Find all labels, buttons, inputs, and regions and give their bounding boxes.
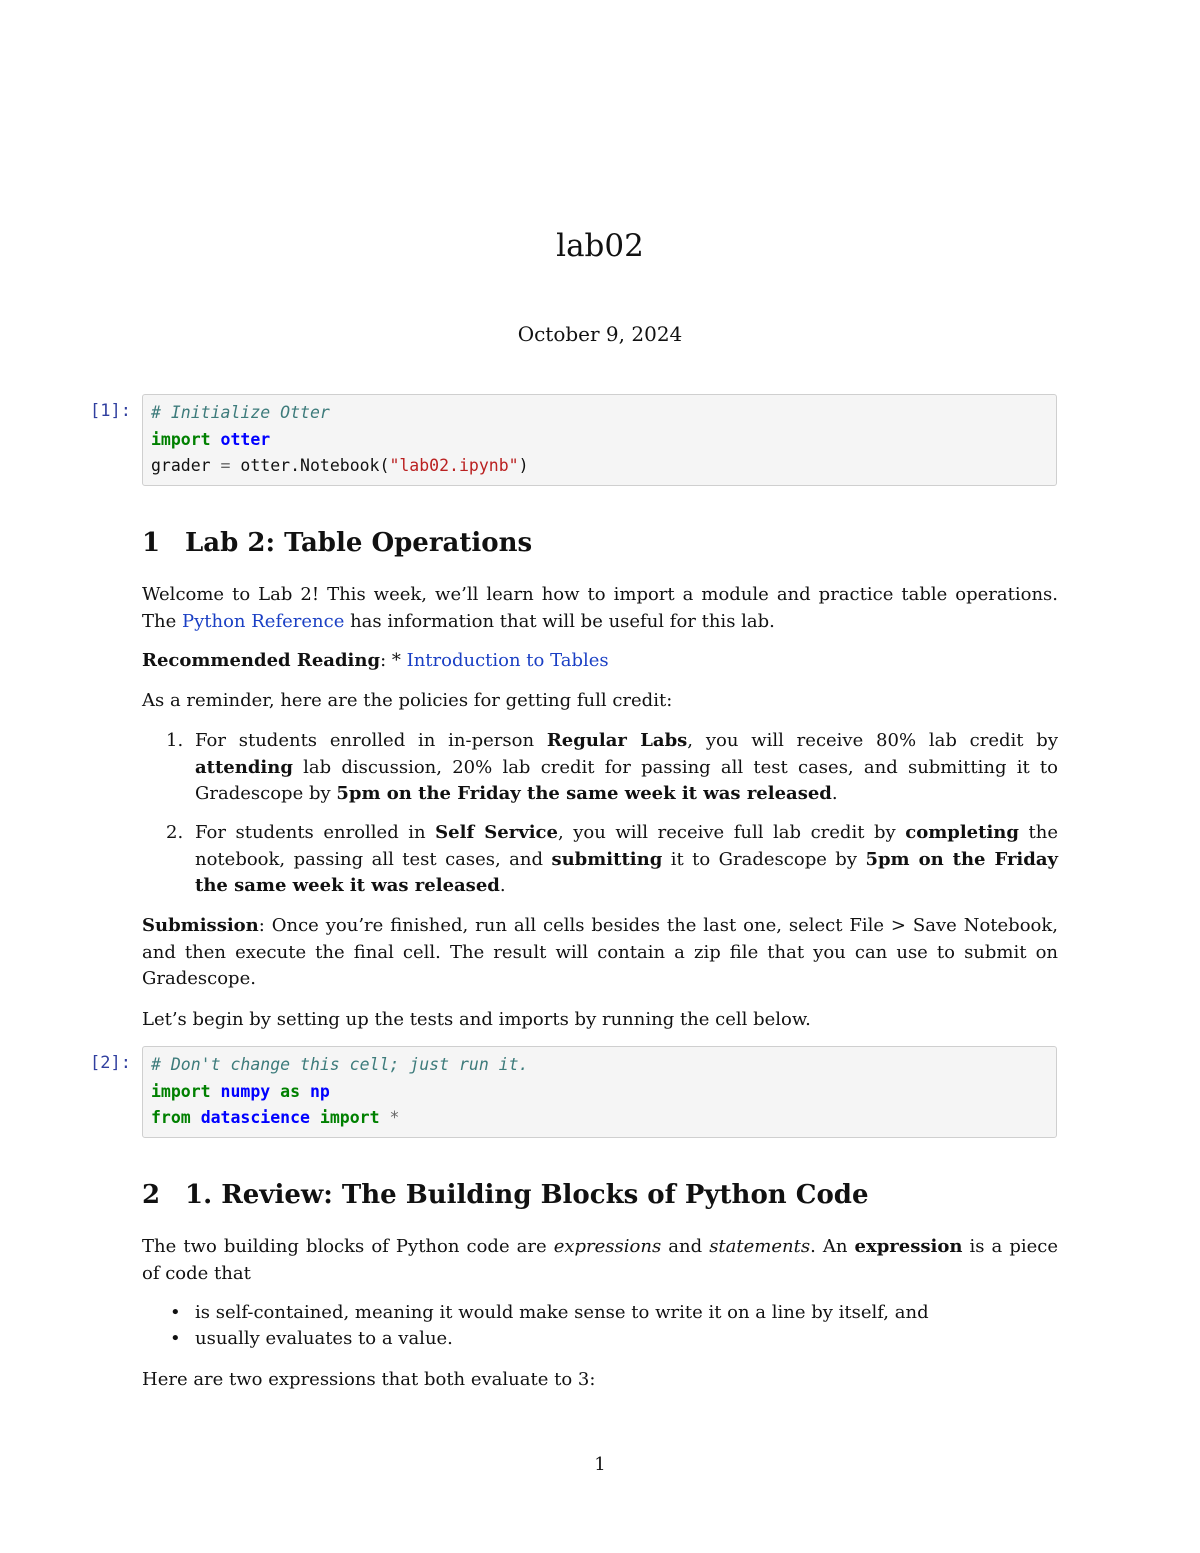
submission-text: : Once you’re finished, run all cells besides the last one, select File > Save Notebook, and then execute the final cell. The result will contain a zip file that you can use to submit on Gradescope. [142, 915, 1058, 989]
code-text: ) [518, 456, 529, 475]
closing-text: Here are two expressions that both evaluate to 3: [142, 1369, 596, 1390]
intro-text: Welcome to Lab 2! This week, we’ll learn how to import a module and practice table operations. The [142, 584, 1058, 632]
policy-bold: completing [905, 822, 1019, 843]
policy-text: . [831, 783, 838, 804]
code-operator: * [389, 1108, 400, 1127]
code-text: otter.Notebook( [230, 456, 390, 475]
policy-item-1 [160, 728, 1058, 808]
code-comment: # Don't change this cell; just run it. [151, 1055, 529, 1074]
section-title: 1. Review: The Building Blocks of Python Code [185, 1180, 869, 1210]
code-keyword: from [151, 1108, 191, 1127]
submission-label: Submission [142, 915, 259, 936]
notebook-title: lab02 [556, 228, 644, 264]
code-string: "lab02.ipynb" [389, 456, 519, 475]
para-strong: expression [854, 1236, 963, 1257]
policy-text: For students enrolled in in-person [195, 730, 547, 751]
code-keyword: import [151, 429, 211, 449]
code-cell-2[interactable] [142, 1046, 1057, 1138]
section-number: 1 [142, 528, 161, 558]
policy-text: lab discussion, 20% lab credit for passing all test cases, and submitting it to Gradescope by [195, 756, 1058, 804]
section-heading-2 [142, 1180, 869, 1210]
intro-paragraph [142, 582, 1058, 635]
list-item [170, 1300, 929, 1327]
policy-bold: Regular Labs [546, 730, 688, 751]
code-cell-1[interactable] [142, 394, 1057, 486]
bullet-text: usually evaluates to a value. [195, 1328, 453, 1349]
recommended-reading [142, 648, 1058, 675]
begin-text: Let’s begin by setting up the tests and imports by running the cell below. [142, 1009, 811, 1030]
reminder-text: As a reminder, here are the policies for getting full credit: [142, 690, 673, 711]
code-text: grader [151, 456, 221, 475]
policy-bold: Self Service [435, 822, 558, 843]
notebook-date: October 9, 2024 [517, 322, 683, 346]
code-keyword: as [280, 1081, 301, 1101]
policy-text: For students enrolled in [195, 822, 436, 843]
section-heading-1 [142, 528, 532, 558]
introduction-to-tables-link[interactable]: Introduction to Tables [406, 650, 609, 671]
policy-text: , you will receive full lab credit by [557, 822, 906, 843]
para-emphasis: statements [709, 1236, 811, 1257]
bullet-icon: • [170, 1302, 181, 1323]
para-text: and [661, 1236, 710, 1257]
code-comment: # Initialize Otter [151, 403, 330, 422]
code-module: numpy [220, 1081, 271, 1101]
cell-prompt-2: [2]: [90, 1053, 131, 1073]
policy-bold: 5pm on the Friday the same week it was released [336, 783, 832, 804]
para-emphasis: expressions [553, 1236, 662, 1257]
list-number: 1. [166, 730, 184, 751]
building-blocks-paragraph [142, 1234, 1058, 1287]
bullet-icon: • [170, 1328, 181, 1349]
recommended-reading-label: Recommended Reading [142, 650, 381, 671]
list-number: 2. [166, 822, 184, 843]
policy-bold: 5pm on the Friday the same week it was released [195, 848, 1058, 896]
page-number: 1 [594, 1454, 606, 1475]
policy-text: it to Gradescope by [662, 848, 866, 870]
policy-text: . [499, 875, 506, 896]
para-text: . An [810, 1236, 855, 1257]
policy-bold: submitting [551, 848, 663, 870]
cell-prompt-1: [1]: [90, 401, 131, 421]
policy-bold: attending [195, 756, 293, 778]
code-module: otter [220, 429, 271, 449]
policy-text: , you will receive 80% lab credit by [687, 730, 1058, 751]
intro-text-end: has information that will be useful for this lab. [344, 610, 775, 632]
section-number: 2 [142, 1180, 161, 1210]
list-item [170, 1326, 453, 1353]
bullet-text: is self-contained, meaning it would make sense to write it on a line by itself, and [195, 1302, 929, 1323]
code-keyword: import [319, 1108, 380, 1127]
para-text: is a piece of code that [142, 1236, 1059, 1284]
code-module: datascience [200, 1108, 310, 1127]
code-alias: np [309, 1081, 330, 1101]
python-reference-link[interactable]: Python Reference [181, 610, 345, 632]
recommended-sep: : * [380, 650, 407, 671]
submission-paragraph [142, 913, 1058, 993]
code-operator: = [220, 456, 231, 475]
para-text: The two building blocks of Python code are [142, 1236, 554, 1257]
code-keyword: import [151, 1081, 211, 1101]
section-title: Lab 2: Table Operations [185, 528, 533, 558]
policy-item-2 [160, 820, 1058, 900]
policy-text: the notebook, passing all test cases, and [195, 822, 1058, 870]
